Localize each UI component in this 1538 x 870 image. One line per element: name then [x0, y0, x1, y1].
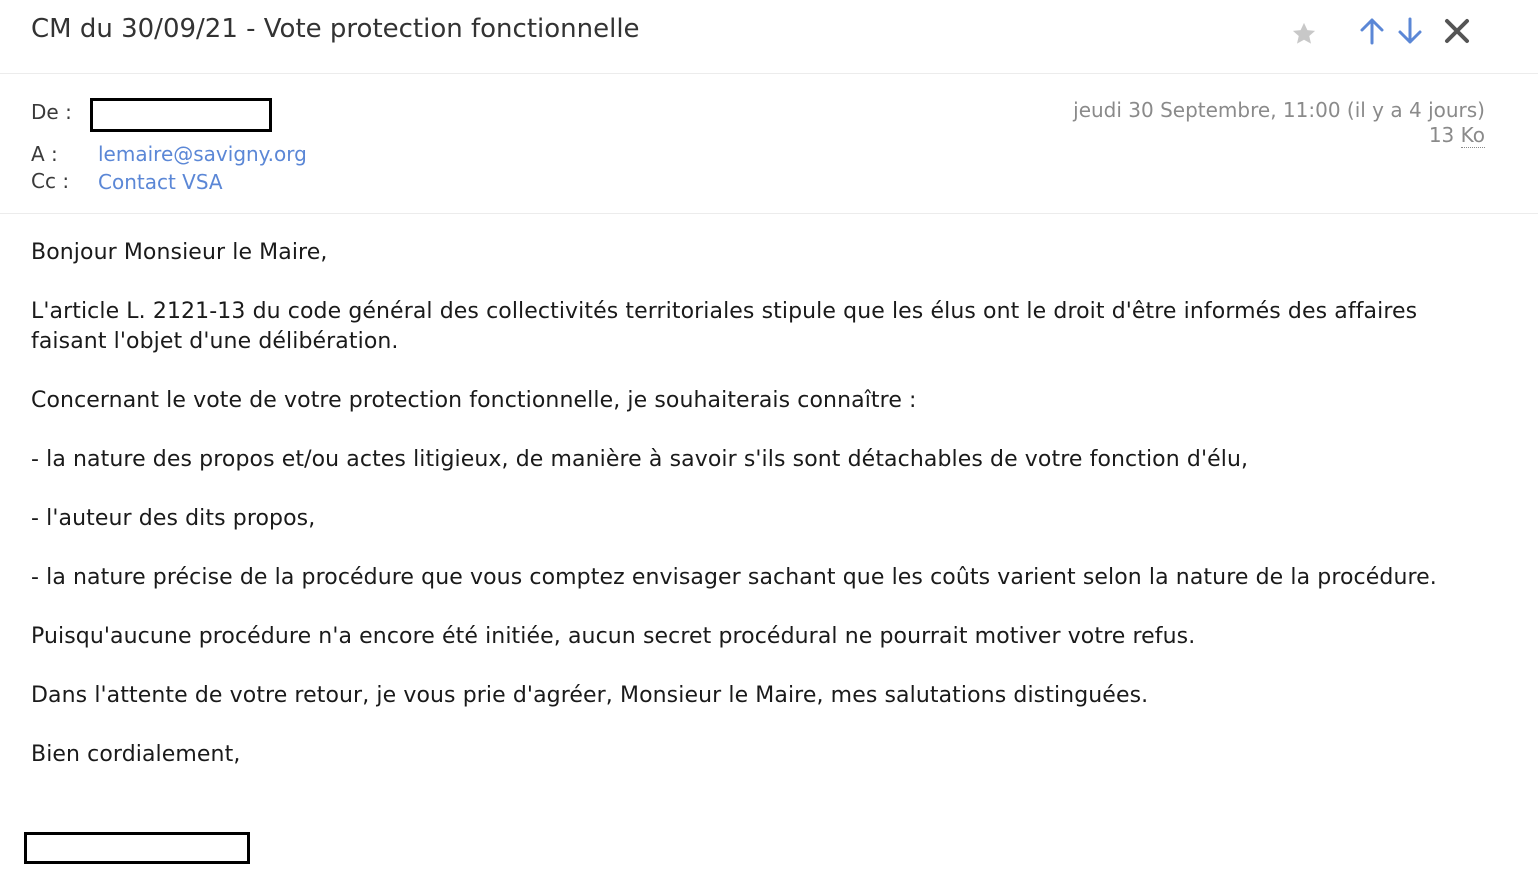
body-paragraph: Dans l'attente de votre retour, je vous prie d'agréer, Monsieur le Maire, mes salutations distinguées.	[31, 683, 1149, 708]
arrow-up-icon[interactable]	[1358, 16, 1392, 50]
redacted-sender	[90, 98, 272, 132]
message-subject: CM du 30/09/21 - Vote protection fonctionnelle	[31, 14, 640, 44]
message-body	[31, 238, 1471, 799]
close-icon[interactable]	[1443, 16, 1477, 50]
list-item: - l'auteur des dits propos,	[31, 506, 316, 531]
message-header	[0, 74, 1538, 214]
message-date: jeudi 30 Septembre, 11:00 (il y a 4 jours)	[1073, 98, 1485, 122]
star-icon[interactable]	[1290, 20, 1324, 54]
arrow-down-icon[interactable]	[1396, 16, 1430, 50]
subject-bar	[0, 0, 1538, 74]
from-label: De :	[31, 100, 72, 124]
body-paragraph: L'article L. 2121-13 du code général des collectivités territoriales stipule que les élus ont le droit d'être informés des affaires faisant l'objet d'une délibération.	[31, 299, 1418, 354]
list-item: - la nature des propos et/ou actes litigieux, de manière à savoir s'ils sont détachables de votre fonction d'élu,	[31, 447, 1249, 472]
cc-label: Cc :	[31, 169, 70, 193]
message-size	[1429, 123, 1485, 147]
redacted-signature	[24, 832, 250, 864]
body-paragraph: Concernant le vote de votre protection fonctionnelle, je souhaiterais connaître :	[31, 388, 917, 413]
message-size-number: 13	[1428, 123, 1455, 147]
cc-recipient-link[interactable]: Contact VSA	[98, 170, 223, 194]
message-size-unit: Ko	[1460, 123, 1485, 147]
body-paragraph: Puisqu'aucune procédure n'a encore été initiée, aucun secret procédural ne pourrait motiver votre refus.	[31, 624, 1196, 649]
to-label: A :	[31, 142, 58, 166]
greeting: Bonjour Monsieur le Maire,	[31, 240, 328, 265]
message-actions	[1238, 16, 1538, 50]
closing: Bien cordialement,	[31, 742, 241, 767]
list-item: - la nature précise de la procédure que vous comptez envisager sachant que les coûts varient selon la nature de la procédure.	[31, 565, 1437, 590]
to-recipient-link[interactable]: lemaire@savigny.org	[98, 142, 307, 166]
